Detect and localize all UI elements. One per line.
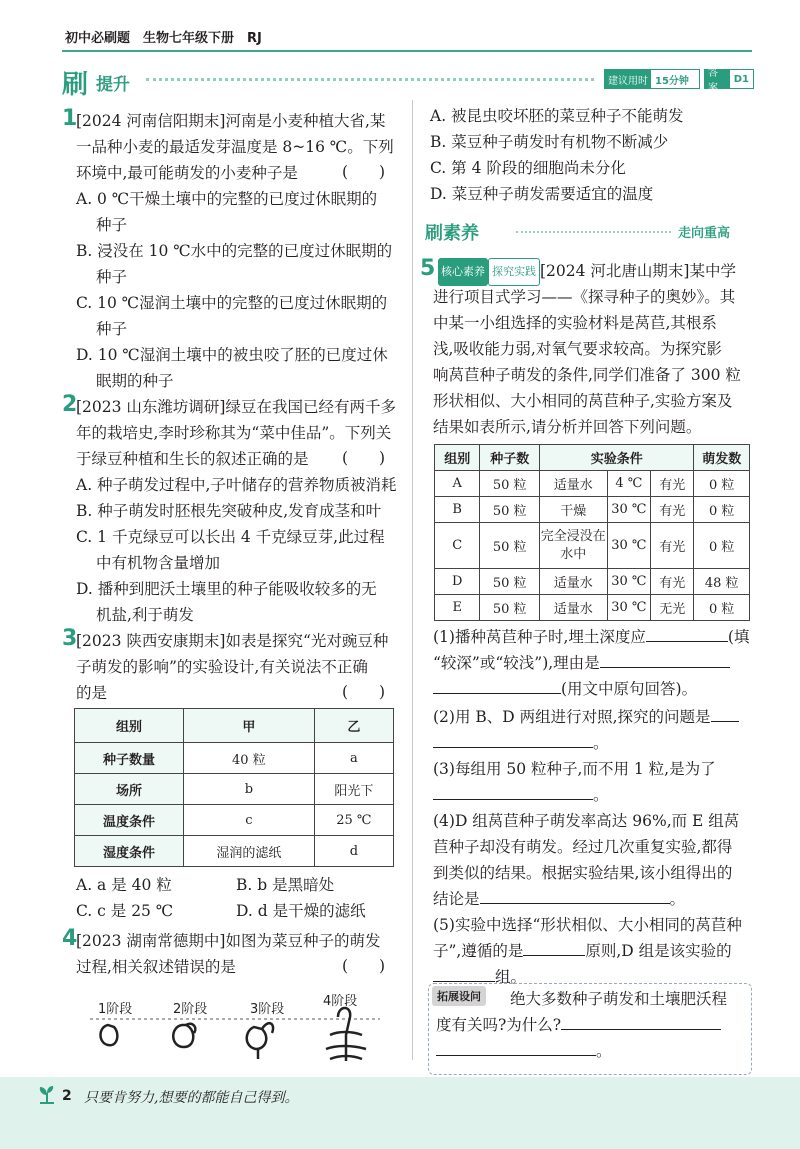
question-text: 环境中,最可能萌发的小麦种子是: [76, 164, 298, 182]
sub-question-text: 。: [593, 734, 609, 752]
answer-blank[interactable]: [433, 783, 593, 800]
table-cell: 50 粒: [480, 595, 540, 621]
answer-value: D1: [733, 73, 749, 85]
answer-blank[interactable]: [711, 705, 739, 722]
sub-question-text: (2)用 B、D 两组进行对照,探究的问题是: [433, 708, 711, 726]
table-cell: 4 ℃: [607, 471, 650, 497]
table-cell: 有光: [651, 569, 694, 595]
option-line: D. 播种到肥沃土壤里的种子能吸收较多的无: [76, 580, 377, 598]
table-cell: 0 粒: [694, 471, 750, 497]
option-line: A. 种子萌发过程中,子叶储存的营养物质被消耗: [76, 476, 397, 494]
table-header: 组别: [75, 709, 184, 743]
inquiry-tag: 探究实践: [488, 258, 540, 286]
table-cell: d: [314, 836, 393, 867]
table-cell: D: [435, 569, 480, 595]
section-dotted-rule: [516, 231, 671, 233]
question-text: [2024 河南信阳期末]河南是小麦种植大省,某: [76, 112, 386, 130]
extension-line: 。: [596, 1042, 612, 1060]
table-header: 乙: [314, 709, 393, 743]
table-cell: 50 粒: [480, 523, 540, 569]
sub-question-text: (填: [727, 628, 750, 646]
option-line: B. 浸没在 10 ℃水中的完整的已度过休眠期的: [76, 242, 393, 260]
option-line: B. 种子萌发时胚根先突破种皮,发育成茎和叶: [76, 502, 382, 520]
sub-question-text: 原则,D 组是该实验的: [585, 942, 732, 960]
table-cell: 0 粒: [694, 523, 750, 569]
table-cell: 有光: [651, 497, 694, 523]
question-4: [76, 928, 380, 980]
table-cell: 适量水: [539, 471, 607, 497]
suggested-time-badge: [604, 69, 700, 89]
answer-parentheses: ( ): [342, 957, 386, 975]
option-line: D. 10 ℃湿润土壤中的被虫咬了胚的已度过休: [76, 346, 388, 364]
option-line: D. 菜豆种子萌发需要适宜的温度: [430, 185, 654, 203]
table-cell: 湿度条件: [75, 836, 184, 867]
question-text: [2023 陕西安康期末]如表是探究“光对豌豆种: [76, 632, 389, 650]
section-dotted-rule: [146, 78, 594, 81]
question-text: 的是: [76, 684, 108, 702]
stage-label: 2阶段: [173, 1002, 208, 1017]
table-cell: B: [435, 497, 480, 523]
answer-blank[interactable]: [480, 887, 670, 904]
table-cell: 0 粒: [694, 497, 750, 523]
option-line: D. d 是干燥的滤纸: [236, 902, 366, 920]
table-cell: 50 粒: [480, 569, 540, 595]
sub-question-2: [433, 704, 739, 756]
option-line: A. a 是 40 粒: [76, 876, 172, 894]
section-brush-char: 刷: [62, 70, 89, 100]
table-cell: 40 粒: [184, 743, 315, 774]
question-text: 过程,相关叙述错误的是: [76, 958, 236, 976]
sub-question-text: (3)每组用 50 粒种子,而不用 1 粒,是为了: [433, 760, 716, 778]
time-label: 建议用时: [605, 70, 651, 88]
sub-question-text: 结论是: [433, 890, 480, 908]
table-header: 种子数: [480, 445, 540, 471]
question-text: 一品种小麦的最适发芽温度是 8~16 ℃。下列: [76, 138, 394, 156]
answer-parentheses: ( ): [342, 683, 386, 701]
question-text: 中某一小组选择的实验材料是莴苣,其根系: [433, 314, 717, 332]
column-divider: [412, 100, 413, 1060]
option-line: C. 1 千克绿豆可以长出 4 千克绿豆芽,此过程: [76, 528, 385, 546]
answer-badge: [704, 68, 754, 94]
table-cell: 适量水: [539, 595, 607, 621]
page-number: 2: [62, 1088, 72, 1104]
question-text: 结果如表所示,请分析并回答下列问题。: [433, 418, 702, 436]
table-cell: A: [435, 471, 480, 497]
stage-label: 3阶段: [250, 1002, 285, 1017]
sprout-icon: [36, 1083, 58, 1105]
option-line: C. 10 ℃湿润土壤中的完整的已度过休眠期的: [76, 294, 388, 312]
q4-options: [430, 103, 684, 207]
table-header: 组别: [435, 445, 480, 471]
stage-1-seed: [101, 1025, 118, 1045]
extension-tag: 拓展设问: [432, 986, 486, 1006]
q5-table: [434, 444, 750, 621]
footer-motto: 只要肯努力,想要的都能自己得到。: [84, 1090, 299, 1106]
stage-label: 1阶段: [98, 1002, 133, 1017]
question-number: 1: [62, 106, 78, 131]
question-2: [76, 394, 396, 628]
option-line: A. 被昆虫咬坏胚的菜豆种子不能萌发: [430, 107, 684, 125]
question-number: 5: [420, 256, 436, 281]
table-cell: 50 粒: [480, 471, 540, 497]
option-line: A. 0 ℃干燥土壤中的完整的已度过休眠期的: [76, 190, 378, 208]
table-cell: 30 ℃: [607, 523, 650, 569]
question-text: 于绿豆种植和生长的叙述正确的是: [76, 450, 309, 468]
table-cell: 有光: [651, 523, 694, 569]
option-line: B. 菜豆种子萌发时有机物不断减少: [430, 133, 669, 151]
answer-blank[interactable]: [436, 1039, 596, 1056]
question-text: 年的栽培史,李时珍称其为“菜中佳品”。下列关: [76, 424, 392, 442]
question-text: [2023 山东潍坊调研]绿豆在我国已经有两千多: [76, 398, 396, 416]
option-line: 眠期的种子: [96, 372, 174, 390]
answer-parentheses: ( ): [342, 163, 386, 181]
sub-question-5: [433, 912, 742, 990]
table-cell: 干燥: [539, 497, 607, 523]
question-text: 形状相似、大小相同的莴苣种子,实验方案及: [433, 392, 733, 410]
sub-question-text: 。: [669, 890, 686, 908]
table-cell: 0 粒: [694, 595, 750, 621]
table-cell: 无光: [651, 595, 694, 621]
core-literacy-tag: 核心素养: [438, 258, 488, 286]
extension-text: [436, 1012, 721, 1064]
answer-blank[interactable]: [433, 677, 561, 694]
time-value: 15分钟: [655, 75, 689, 87]
sub-question-3: [433, 756, 716, 808]
answer-parentheses: ( ): [342, 449, 386, 467]
table-cell: 30 ℃: [607, 497, 650, 523]
section-literacy-subtitle: 走向重高: [678, 226, 731, 241]
sub-question-text: 子”,遵循的是: [433, 942, 524, 960]
question-text: [2023 湖南常德期中]如图为菜豆种子的萌发: [76, 932, 381, 950]
sub-question-1: [433, 624, 749, 702]
table-cell: 温度条件: [75, 805, 184, 836]
question-1: [76, 108, 394, 394]
question-number: 2: [62, 392, 78, 417]
table-cell: c: [184, 805, 315, 836]
section-literacy-title: 刷素养: [425, 223, 479, 244]
table-cell: E: [435, 595, 480, 621]
answer-blank[interactable]: [561, 1013, 721, 1030]
answer-blank[interactable]: [600, 651, 730, 668]
sub-question-text: (5)实验中选择“形状相似、大小相同的莴苣种: [433, 916, 742, 934]
sub-question-text: 到类似的结果。根据实验结果,该小组得出的: [433, 864, 733, 882]
table-cell: 种子数量: [75, 743, 184, 774]
sub-question-4: [433, 808, 739, 912]
table-cell: 30 ℃: [607, 595, 650, 621]
table-cell: C: [435, 523, 480, 569]
table-cell: b: [184, 774, 315, 805]
table-cell: 有光: [651, 471, 694, 497]
table-cell: 48 粒: [694, 569, 750, 595]
stage-4-seedling: [326, 1008, 366, 1061]
table-cell: a: [314, 743, 393, 774]
answer-blank[interactable]: [646, 625, 728, 642]
question-5: [433, 284, 741, 440]
question-text: [2024 河北唐山期末]某中学: [540, 262, 736, 280]
stage-2-seed: [173, 1024, 195, 1047]
option-line: 种子: [96, 216, 128, 234]
sub-question-text: 。: [593, 786, 609, 804]
sub-question-text: “较深”或“较浅”),理由是: [433, 654, 600, 672]
sub-question-text: 组。: [495, 968, 527, 986]
answer-blank[interactable]: [433, 731, 593, 748]
table-header: 萌发数: [694, 445, 750, 471]
sub-question-text: (1)播种莴苣种子时,埋土深度应: [433, 628, 646, 646]
table-cell: 30 ℃: [607, 569, 650, 595]
table-cell: 湿润的滤纸: [184, 836, 315, 867]
question-text: 进行项目式学习——《探寻种子的奥妙》。其: [433, 288, 736, 306]
extension-line: 度有关吗?为什么?: [436, 1016, 562, 1034]
option-line: B. b 是黑暗处: [236, 876, 335, 894]
option-line: 种子: [96, 320, 128, 338]
option-line: C. c 是 25 ℃: [76, 902, 174, 920]
question-number: 4: [62, 926, 78, 951]
question-number: 3: [62, 626, 78, 651]
table-cell: 50 粒: [480, 497, 540, 523]
table-cell: 完全浸没在水中: [539, 523, 607, 569]
question-5-first-line: [438, 258, 736, 286]
table-cell: 25 ℃: [314, 805, 393, 836]
question-text: 响莴苣种子萌发的条件,同学们准备了 300 粒: [433, 366, 741, 384]
section-title: 提升: [96, 75, 130, 95]
sub-question-text: (4)D 组莴苣种子萌发率高达 96%,而 E 组莴: [433, 812, 740, 830]
stage-label: 4阶段: [323, 994, 358, 1009]
question-text: 子萌发的影响”的实验设计,有关说法不正确: [76, 658, 368, 676]
table-cell: 阳光下: [314, 774, 393, 805]
stage-3-seed: [247, 1023, 273, 1059]
q3-table: [74, 708, 394, 867]
header-rule: [62, 50, 752, 52]
table-cell: 适量水: [539, 569, 607, 595]
question-text: 浅,吸收能力弱,对氧气要求较高。为探究影: [433, 340, 722, 358]
extension-text: [510, 986, 727, 1012]
table-header: 实验条件: [539, 445, 693, 471]
table-header: 甲: [184, 709, 315, 743]
option-line: 机盐,利于萌发: [96, 606, 194, 624]
book-title: 初中必刷题 生物七年级下册 RJ: [65, 31, 262, 46]
answer-label: 答案: [705, 70, 730, 88]
option-line: 中有机物含量增加: [96, 554, 221, 572]
option-line: C. 第 4 阶段的细胞尚未分化: [430, 159, 626, 177]
seed-germination-figure: [90, 1005, 380, 1065]
sub-question-text: (用文中原句回答)。: [561, 680, 698, 698]
option-line: 种子: [96, 268, 128, 286]
extension-line: 绝大多数种子萌发和土壤肥沃程: [510, 990, 728, 1008]
table-cell: 场所: [75, 774, 184, 805]
answer-blank[interactable]: [523, 939, 585, 956]
sub-question-text: 苣种子却没有萌发。经过几次重复实验,都得: [433, 838, 733, 856]
answer-blank[interactable]: [433, 965, 495, 982]
